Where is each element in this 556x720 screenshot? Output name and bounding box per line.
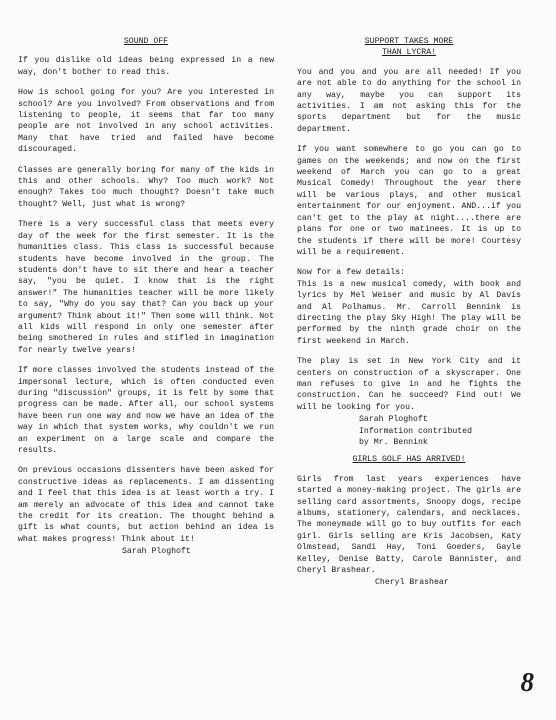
page-number: 8 xyxy=(520,667,534,697)
paragraph: On previous occasions dissenters have been asked for constructive ideas as replacements. I am dissenting and I feel that this idea is at least worth a try. I am merely an advocate of this idea and cannot take the credit for its creation. The thought behind a gift is what counts, but action behind an idea is what makes progress! Think about it! xyxy=(18,466,274,544)
paragraph: If you want somewhere to go you can go to games on the weekends; and now on the first weekend of March you can go to a great Musical Comedy! Throughout the year there will be various plays, and other musical entertainment for our enjoyment. AND...if you can't get to the play at night....there are plans for one or two matinees. It is up to the students if there will be more! Courtesy will be a requirement. xyxy=(297,145,521,257)
author-signature: Cheryl Brashear xyxy=(375,578,449,588)
paragraph: Now for a few details: This is a new musical comedy, with book and lyrics by Mel Weiser and music by Al Davis and Al Polhamus. Mr. Carroll Bennink is directing the play Sky High! The play will be performed by the ninth grade choir on the first weekend in March. xyxy=(297,268,521,346)
paragraph: If more classes involved the students instead of the impersonal lecture, which is often conducted even during "discussion" groups, it is felt by some that progress can be made. After all, our school systems have been run one way and now we have an idea of the way in which that system works, why couldn't we run an experiment on a large scale and compare the results. xyxy=(18,366,274,455)
paragraph: If you dislike old ideas being expressed in a new way, don't bother to read this. xyxy=(18,56,274,77)
paragraph: Girls from last years experiences have started a money-making project. The girls are selling card assortments, Snoopy dogs, recipe albums, stationery, calendars, and necklaces. The moneymade will go to buy outfits for each girl. Girls selling are Kris Jacobsen, Katy Olmstead, Sandi Hay, Toni Goeders, Gayle Kelley, Denise Batty, Carole Bannister, and Cheryl Brashear. xyxy=(297,474,521,576)
sound-off-heading: SOUND OFF xyxy=(123,37,169,46)
paragraph: How is school going for you? Are you interested in school? Are you involved? From observations and from listening to people, it seems that far too many people are not involved in any school activities. Many that have tried and failed have become discouraged. xyxy=(18,88,274,155)
author-signature: Sarah Ploghoft xyxy=(122,547,191,557)
paragraph: Classes are generally boring for many of the kids in this and other schools. Why? Too much work? Not enough? Takes too much thought? Doesn't take much thought? Well, just what is wrong? xyxy=(18,165,274,209)
author-signature: Sarah Ploghoft Information contributed by Mr. Bennink xyxy=(359,415,473,447)
paragraph: You and you and you are all needed! If you are not able to do anything for the school in any way, maybe you can support its activities. I am not asking this for the sports department but for the music department. xyxy=(297,67,521,134)
left-column xyxy=(18,36,274,558)
right-column xyxy=(297,36,521,589)
golf-heading: GIRLS GOLF HAS ARRIVED! xyxy=(352,455,466,465)
paragraph: The play is set in New York City and it centers on construction of a skyscraper. One man refuses to give in and he fights the construction. Can he succeed? Find out! We will be looking for you. xyxy=(297,357,521,412)
paragraph: There is a very successful class that meets every day of the week for the first semester. It is the humanities class. This class is successful because students have become involved in the group. The students don't have to sit there and hear a teacher say, "you be quiet. I know that is the right answer!" The humanities teacher will be more likely to say, "Why do you say that? Can you back up your argument? Think about it!" Then some will think. Not all kids will respond in only one semester after being smothered in rules and stifled in imagination for nearly twelve years! xyxy=(18,220,274,355)
support-heading: SUPPORT TAKES MORE THAN LYCRA! xyxy=(364,37,454,58)
